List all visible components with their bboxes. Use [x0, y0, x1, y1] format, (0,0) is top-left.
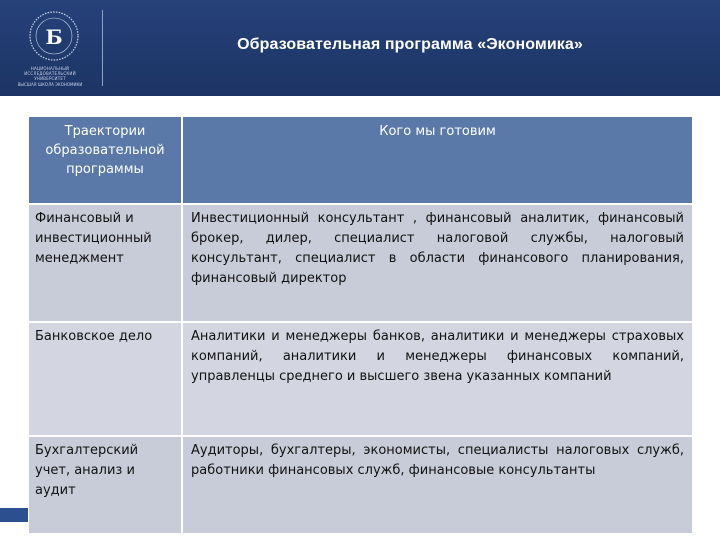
table-row: [29, 437, 694, 535]
track-cell: Финансовый и инвестиционный менеджмент: [29, 205, 183, 323]
header-divider: [102, 10, 103, 86]
logo-tagline: НАЦИОНАЛЬНЫЙ ИССЛЕДОВАТЕЛЬСКИЙ УНИВЕРСИТЕТ: [24, 66, 76, 81]
table-row: [29, 323, 694, 437]
slide-header: [0, 0, 720, 96]
svg-text:Б: Б: [45, 25, 63, 49]
column-header-careers: Кого мы готовим: [183, 117, 694, 205]
track-cell: Банковское дело: [29, 323, 183, 437]
page-title: Образовательная программа «Экономика»: [237, 36, 583, 53]
table-row: [29, 205, 694, 323]
table-header-row: [29, 117, 694, 205]
side-accent-bar: [0, 508, 28, 522]
track-cell: Бухгалтерский учет, анализ и аудит: [29, 437, 183, 535]
careers-cell: Аналитики и менеджеры банков, аналитики и менеджеры страховых компаний, аналитики и менеджеры финансовых компаний, управленцы среднего и высшего звена указанных компаний: [183, 323, 694, 437]
careers-cell: Инвестиционный консультант , финансовый аналитик, финансовый брокер, дилер, специалист налоговой службы, налоговый консультант, специалист в области финансового планирования, финансовый директор: [183, 205, 694, 323]
logo-site: ВЫСШАЯ ШКОЛА ЭКОНОМИКИ: [17, 82, 83, 87]
column-header-tracks: Траектории образовательной программы: [29, 117, 183, 205]
program-table: [29, 117, 694, 535]
careers-cell: Аудиторы, бухгалтеры, экономисты, специалисты налоговых служб, работники финансовых служб, финансовые консультанты: [183, 437, 694, 535]
